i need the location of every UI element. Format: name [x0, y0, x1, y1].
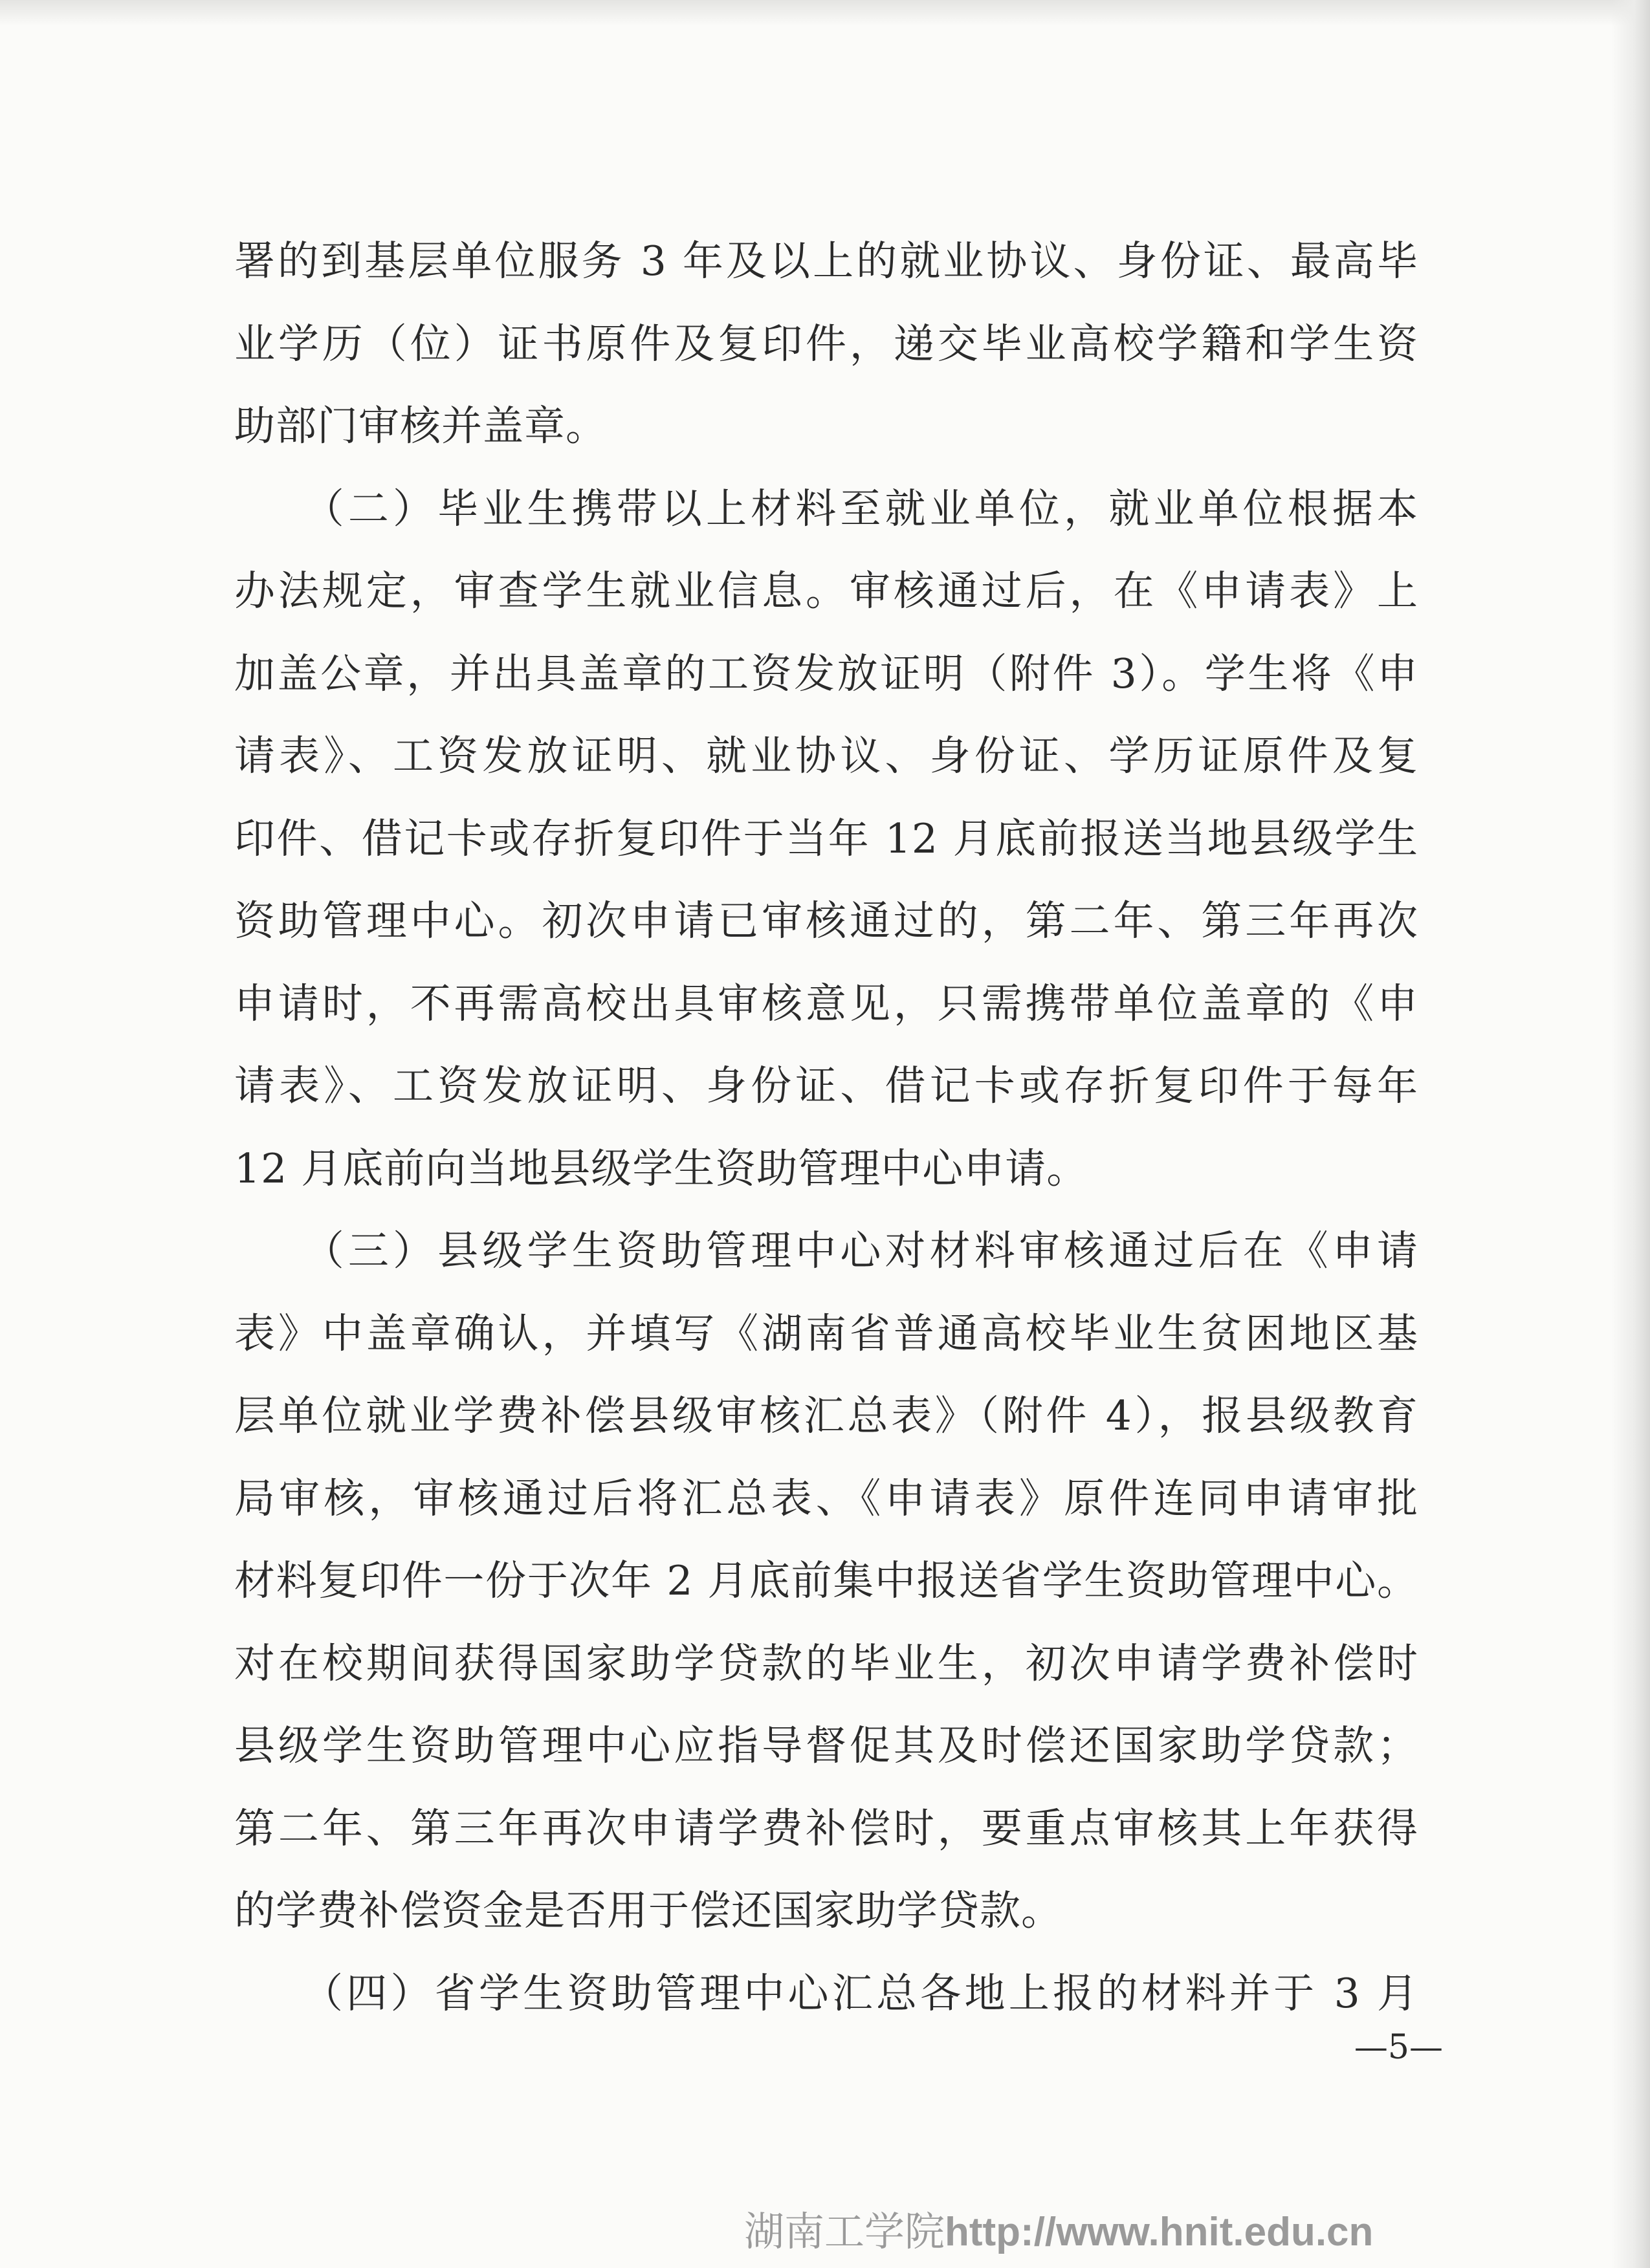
- body-line-8: 印件、借记卡或存折复印件于当年 12 月底前报送当地县级学生: [234, 814, 1418, 862]
- body-line-5: 办法规定，审查学生就业信息。审核通过后，在《申请表》上: [234, 567, 1418, 615]
- body-line-4: （二）毕业生携带以上材料至就业单位，就业单位根据本: [234, 485, 1418, 532]
- body-line-7: 请表》、工资发放证明、就业协议、身份证、学历证原件及复: [234, 732, 1418, 780]
- watermark: [744, 2199, 1605, 2264]
- body-line-10: 申请时，不再需高校出具审核意见，只需携带单位盖章的《申: [234, 979, 1418, 1027]
- body-line-14: 表》中盖章确认，并填写《湖南省普通高校毕业生贫困地区基: [234, 1309, 1418, 1357]
- body-line-1: 署的到基层单位服务 3 年及以上的就业协议、身份证、最高毕: [234, 237, 1418, 285]
- body-line-15: 层单位就业学费补偿县级审核汇总表》（附件 4），报县级教育: [234, 1392, 1418, 1439]
- body-line-12: 12 月底前向当地县级学生资助管理中心申请。: [234, 1144, 1088, 1192]
- body-line-18: 对在校期间获得国家助学贷款的毕业生，初次申请学费补偿时: [234, 1639, 1418, 1687]
- body-line-19: 县级学生资助管理中心应指导督促其及时偿还国家助学贷款；: [234, 1722, 1418, 1769]
- body-line-3: 助部门审核并盖章。: [234, 402, 607, 450]
- page-top-shadow: [0, 0, 1650, 26]
- document-body: [234, 220, 1418, 2034]
- watermark-url: http://www.hnit.edu.cn: [945, 2210, 1374, 2254]
- body-line-22: （四）省学生资助管理中心汇总各地上报的材料并于 3 月: [234, 1969, 1418, 2017]
- page-right-shadow: [1611, 0, 1650, 2268]
- body-line-13: （三）县级学生资助管理中心对材料审核通过后在《申请: [234, 1227, 1418, 1274]
- body-line-9: 资助管理中心。初次申请已审核通过的，第二年、第三年再次: [234, 897, 1418, 944]
- page-number: —5—: [1354, 2028, 1443, 2067]
- body-line-17: 材料复印件一份于次年 2 月底前集中报送省学生资助管理中心。: [234, 1557, 1418, 1604]
- body-line-16: 局审核，审核通过后将汇总表、《申请表》原件连同申请审批: [234, 1474, 1418, 1522]
- body-line-20: 第二年、第三年再次申请学费补偿时，要重点审核其上年获得: [234, 1804, 1418, 1852]
- body-line-11: 请表》、工资发放证明、身份证、借记卡或存折复印件于每年: [234, 1062, 1418, 1109]
- body-line-21: 的学费补偿资金是否用于偿还国家助学贷款。: [234, 1887, 1062, 1934]
- watermark-school-name: 湖南工学院: [744, 2208, 945, 2255]
- body-line-2: 业学历（位）证书原件及复印件，递交毕业高校学籍和学生资: [234, 320, 1418, 367]
- body-line-6: 加盖公章，并出具盖章的工资发放证明（附件 3）。学生将《申: [234, 649, 1418, 697]
